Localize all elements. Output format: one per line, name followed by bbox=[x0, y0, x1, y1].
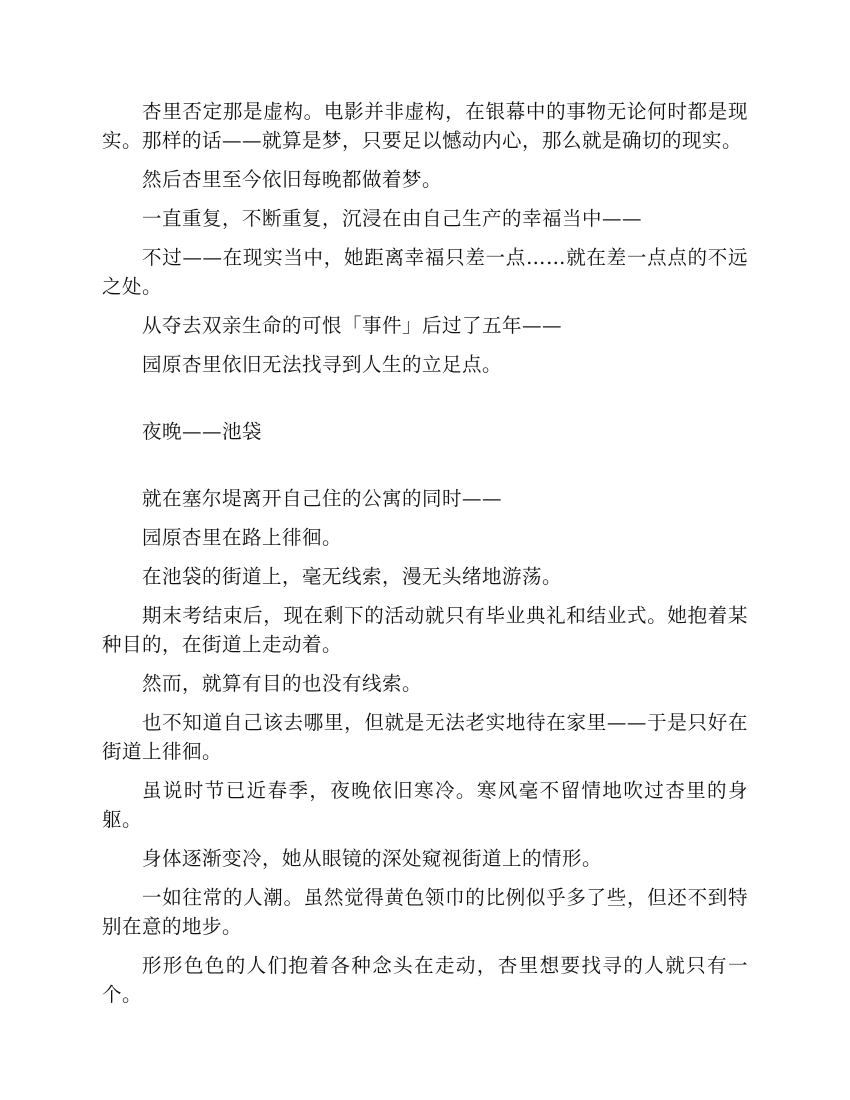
section-spacer bbox=[102, 456, 748, 484]
section-spacer bbox=[102, 389, 748, 417]
paragraph: 身体逐渐变冷，她从眼镜的深处窥视街道上的情形。 bbox=[142, 847, 603, 870]
paragraph: 不过——在现实当中，她距离幸福只差一点……就在差一点点的不远之处。 bbox=[102, 246, 748, 298]
paragraph: 杏里否定那是虚构。电影并非虚构，在银幕中的事物无论何时都是现实。那样的话——就算是梦，只要足以憾动内心，那么就是确切的现实。 bbox=[102, 100, 748, 152]
paragraph: 一直重复，不断重复，沉浸在由自己生产的幸福当中—— bbox=[142, 207, 643, 230]
paragraph: 园原杏里依旧无法找寻到人生的立足点。 bbox=[142, 353, 503, 376]
paragraph: 形形色色的人们抱着各种念头在走动，杏里想要找寻的人就只有一个。 bbox=[102, 954, 748, 1006]
paragraph: 园原杏里在路上徘徊。 bbox=[142, 526, 343, 549]
paragraph: 然而，就算有目的也没有线索。 bbox=[142, 672, 423, 695]
paragraph: 一如往常的人潮。虽然觉得黄色领巾的比例似乎多了些，但还不到特别在意的地步。 bbox=[102, 886, 748, 938]
paragraph: 然后杏里至今依旧每晚都做着梦。 bbox=[142, 168, 443, 191]
paragraph: 就在塞尔堤离开自己住的公寓的同时—— bbox=[142, 487, 503, 510]
paragraph: 在池袋的街道上，毫无线索，漫无头绪地游荡。 bbox=[142, 565, 563, 588]
paragraph: 期末考结束后，现在剩下的活动就只有毕业典礼和结业式。她抱着某种目的，在街道上走动着。 bbox=[102, 604, 748, 656]
section-heading: 夜晚——池袋 bbox=[142, 420, 263, 443]
paragraph: 从夺去双亲生命的可恨「事件」后过了五年—— bbox=[142, 314, 563, 337]
paragraph: 虽说时节已近春季，夜晚依旧寒冷。寒风毫不留情地吹过杏里的身躯。 bbox=[102, 779, 748, 831]
paragraph: 也不知道自己该去哪里，但就是无法老实地待在家里——于是只好在街道上徘徊。 bbox=[102, 711, 748, 763]
body-text bbox=[102, 97, 748, 1019]
